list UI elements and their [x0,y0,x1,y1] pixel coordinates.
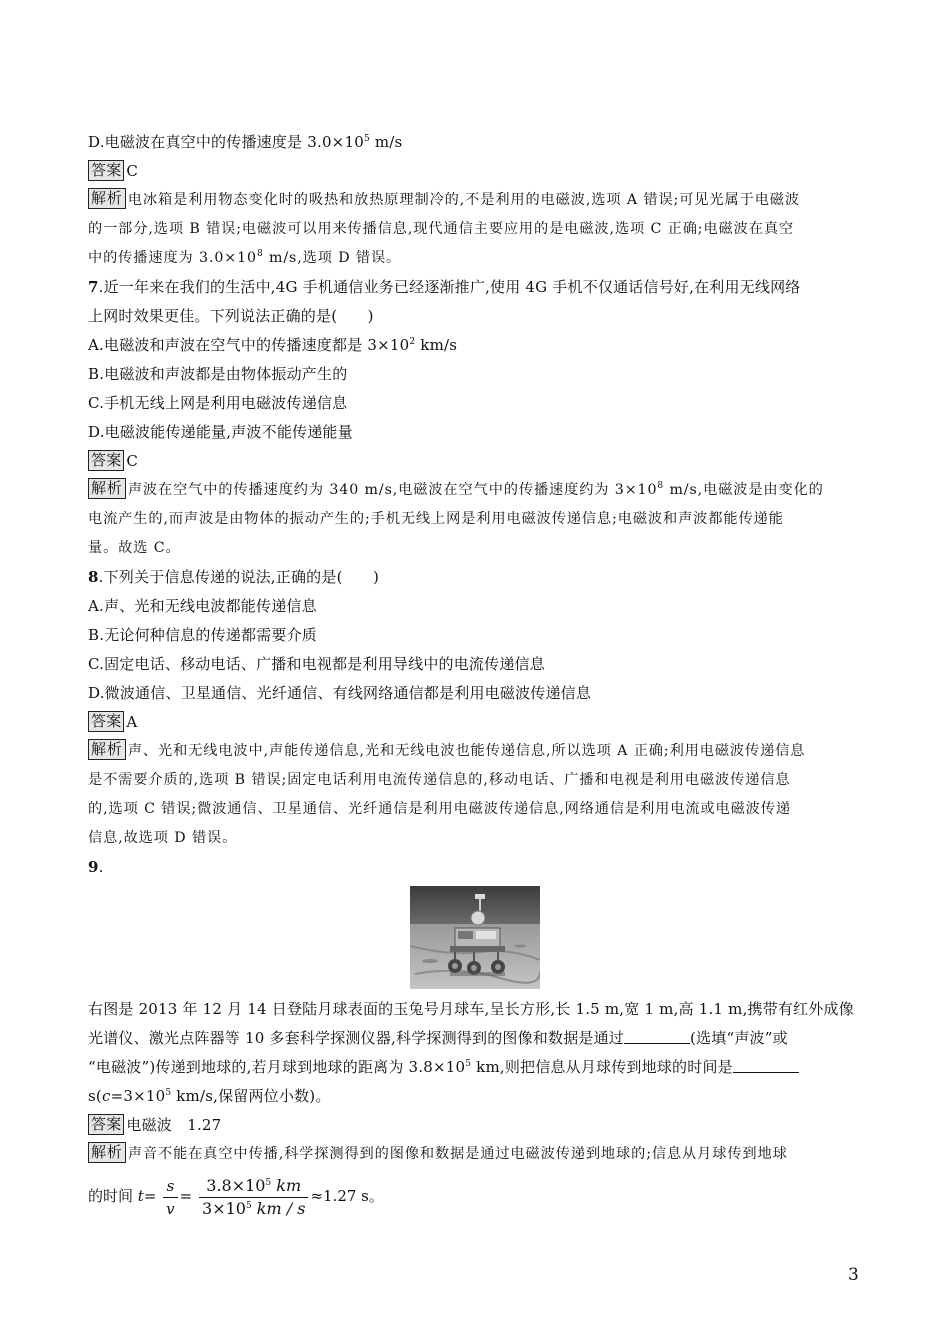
q7-option-c: C.手机无线上网是利用电磁波传递信息 [88,394,348,412]
answer-blank[interactable] [624,1029,690,1044]
q9-answer: 答案 电磁波 1.27 [88,1111,863,1140]
analysis-tag: 解析 [88,1142,126,1163]
analysis-tag: 解析 [88,478,126,499]
q7-analysis-line: 解析 声波在空气中的传播速度约为 340 m/s,电磁波在空气中的传播速度约为 $3\times 10^8$ m/s,电磁波是由变化的 [88,476,863,505]
q7-analysis-line: 量。故选 C。 [88,540,181,556]
lunar-rover-image [410,886,540,989]
answer-tag: 答案 [88,450,124,471]
q9-number: 9. [88,858,104,876]
q7-option-b: B.电磁波和声波都是由物体振动产生的 [88,365,348,383]
q7-stem: 上网时效果更佳。下列说法正确的是( ) [88,307,374,325]
answer-tag: 答案 [88,1114,124,1135]
q6-answer: 答案 C [88,157,863,186]
q8-option-d: D.微波通信、卫星通信、光纤通信、有线网络通信都是利用电磁波传递信息 [88,684,592,702]
analysis-tag: 解析 [88,188,126,209]
q8-analysis-line: 解析 声、光和无线电波中,声能传递信息,光和无线电波也能传递信息,所以选项 A 正确;利用电磁波传递信息 [88,737,863,766]
q8-answer: 答案 A [88,708,863,737]
answer-tag: 答案 [88,160,124,181]
q9-stem: 右图是 2013 年 12 月 14 日登陆月球表面的玉兔号月球车,呈长方形,长 1.5 m,宽 1 m,高 1.1 m,携带有红外成像 [88,1000,854,1018]
q8-analysis-line: 信息,故选项 D 错误。 [88,830,238,846]
q7-analysis-line: 电流产生的,而声波是由物体的振动产生的;手机无线上网是利用电磁波传递信息;电磁波和声波都能传递能 [88,511,784,527]
q8-analysis-line: 是不需要介质的,选项 B 错误;固定电话利用电流传递信息的,移动电话、广播和电视是利用电磁波传递信息 [88,772,791,788]
page-content [88,128,863,1223]
analysis-tag: 解析 [88,739,126,760]
q8-option-c: C.固定电话、移动电话、广播和电视都是利用导线中的电流传递信息 [88,655,545,673]
q7-stem: 7.近一年来在我们的生活中,4G 手机通信业务已经逐渐推广,使用 4G 手机不仅通话信号好,在利用无线网络 [88,278,801,296]
answer-blank[interactable] [733,1058,799,1073]
q6-analysis-line: 的一部分,选项 B 错误;电磁波可以用来传播信息,现代通信主要应用的是电磁波,选项 C 正确;电磁波在真空 [88,221,794,237]
q6-option-d: D.电磁波在真空中的传播速度是 $3.0\times 10^5$ m/s [88,133,403,151]
q6-analysis-line: 解析 电冰箱是利用物态变化时的吸热和放热原理制冷的,不是利用的电磁波,选项 A 错误;可见光属于电磁波 [88,186,863,215]
fraction-values: $\frac{3.8\times 10^5 km}{3\times 10^5 km / s}$ [199,1175,308,1220]
fraction-s-over-v: $\frac{s}{v}$ [163,1175,177,1220]
page-number: 3 [848,1265,859,1285]
q6-analysis-line: 中的传播速度为 $3.0\times 10^8$ m/s,选项 D 错误。 [88,249,402,266]
answer-tag: 答案 [88,711,124,732]
q7-option-d: D.电磁波能传递能量,声波不能传递能量 [88,423,353,441]
q7-answer: 答案 C [88,447,863,476]
q8-analysis-line: 的,选项 C 错误;微波通信、卫星通信、光纤通信是利用电磁波传递信息,网络通信是利用电流或电磁波传递 [88,801,791,817]
q9-formula-line: 的时间 t= $\frac{s}{v}$ = $\frac{3.8\times 10^5 km}{3\times 10^5 km / s}$ ≈1.27 s。 [88,1175,384,1218]
q7-option-a: A.电磁波和声波在空气中的传播速度都是 $3\times 10^2$ km/s [88,336,458,354]
q8-option-a: A.声、光和无线电波都能传递信息 [88,597,317,615]
q9-stem: 光谱仪、激光点阵器等 10 多套科学探测仪器,科学探测得到的图像和数据是通过 (选填“声波”或 [88,1029,788,1047]
q8-option-b: B.无论何种信息的传递都需要介质 [88,626,317,644]
q8-stem: 8.下列关于信息传递的说法,正确的是( ) [88,568,380,586]
q9-analysis-line: 解析 声音不能在真空中传播,科学探测得到的图像和数据是通过电磁波传递到地球的;信息从月球传到地球 [88,1140,863,1169]
q9-stem: “电磁波”)传递到地球的,若月球到地球的距离为 $3.8\times 10^5$ km,则把信息从月球传到地球的时间是 [88,1053,863,1082]
q9-stem: $s(c=3\times 10^5$ km/s,保留两位小数)。 [88,1087,331,1105]
